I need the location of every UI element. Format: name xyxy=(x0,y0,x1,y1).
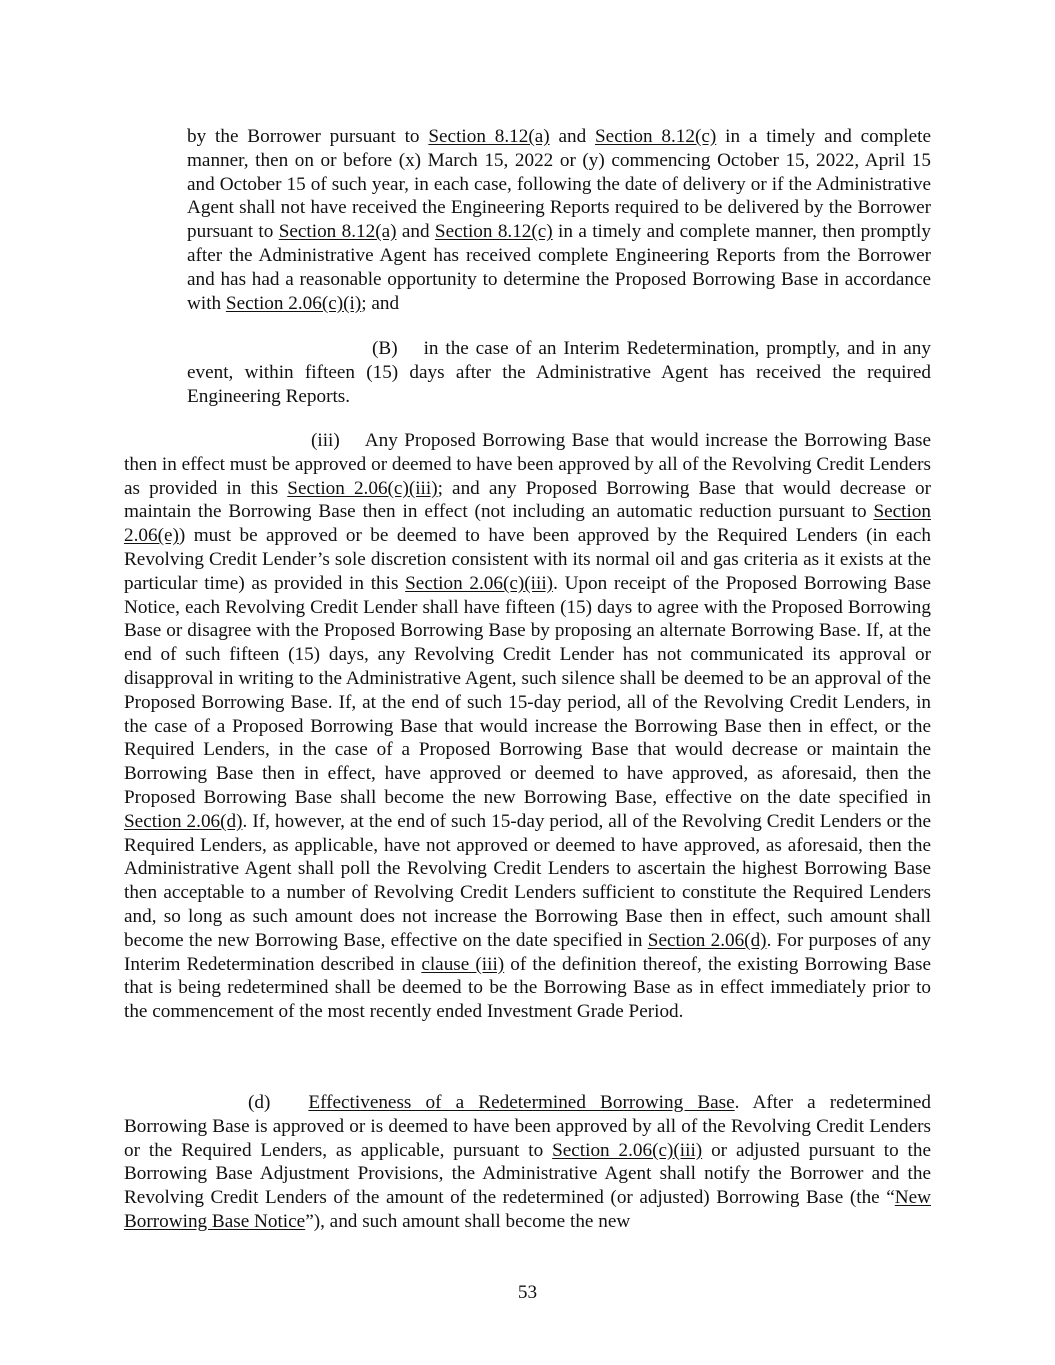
section-ref-8-12c: Section 8.12(c) xyxy=(434,221,553,243)
section-ref-2-06ciii: Section 2.06(c)(iii) xyxy=(287,477,438,499)
text-run: and xyxy=(396,221,435,243)
paragraph-d xyxy=(124,1091,931,1234)
paragraph-b xyxy=(187,337,931,408)
section-ref-2-06ci: Section 2.06(c)(i) xyxy=(225,292,362,314)
text-run: ; and any Proposed Borrowing Base that would decrease or maintain the Borrowing Base then in effect (not including an automatic reduction pursuant to xyxy=(124,477,931,523)
text-run: in the case of an Interim Redetermination, promptly, and in any event, within fifteen (15) days after the Administrative Agent has received the required Engineering Reports. xyxy=(187,338,931,407)
text-run: in a timely and complete manner, then promptly after the Administrative Agent has received complete Engineering Reports from the Borrower and has had a reasonable opportunity to determine the Proposed Borrowing Base in accordance with xyxy=(187,221,931,314)
text-run: in a timely and complete manner, then on or before (x) March 15, 2022 or (y) commencing October 15, 2022, April 15 and October 15 of such year, in each case, following the date of delivery or if the Administrative Agent shall not have received the Engineering Reports required to be delivered by the Borrower pursuant to xyxy=(187,126,931,243)
text-run: Any Proposed Borrowing Base that would increase the Borrowing Base then in effect must be approved or deemed to have been approved by all of the Revolving Credit Lenders as provided in this xyxy=(124,430,931,499)
text-run: of the definition thereof, the existing Borrowing Base that is being redetermined shall be deemed to be the Borrowing Base as in effect immediately prior to the commencement of the most recently ended Investment Grade Period. xyxy=(124,953,932,1023)
section-ref-2-06d: Section 2.06(d) xyxy=(124,810,243,832)
section-ref-2-06ciii: Section 2.06(c)(iii) xyxy=(552,1139,703,1161)
section-ref-2-06ciii: Section 2.06(c)(iii) xyxy=(405,572,554,594)
paragraph-iii xyxy=(124,429,931,1024)
text-run: ) must be approved or be deemed to have been approved by the Required Lenders (in each Revolving Credit Lender’s sole discretion consistent with its normal oil and gas criteria as it exists at the particular time) as provided in this xyxy=(124,525,931,594)
section-ref-8-12c: Section 8.12(c) xyxy=(595,126,717,147)
text-run: or adjusted pursuant to the Borrowing Base Adjustment Provisions, the Administrative Agent shall notify the Borrower and the Revolving Credit Lenders of the amount of the redetermined (or adjusted) Borrowing Base (the “ xyxy=(124,1139,932,1209)
text-run: . If, however, at the end of such 15-day period, all of the Revolving Credit Lenders or the Required Lenders, as applicable, have not approved or deemed to have approved, as aforesaid, then the Administrative Agent shall poll the Revolving Credit Lenders to ascertain the highest Borrowing Base then acceptable to a number of Revolving Credit Lenders sufficient to constitute the Required Lenders and, so long as such amount does not increase the Borrowing Base then in effect, such amount shall become the new Borrowing Base, effective on the date specified in xyxy=(124,810,931,951)
text-run: by the Borrower pursuant to xyxy=(187,126,429,147)
text-run: . After a redetermined Borrowing Base is approved or is deemed to have been approved by all of the Revolving Credit Lenders or the Required Lenders, as applicable, pursuant to xyxy=(124,1092,932,1161)
text-run: . Upon receipt of the Proposed Borrowing Base Notice, each Revolving Credit Lender shall have fifteen (15) days to agree with the Proposed Borrowing Base or disagree with the Proposed Borrowing Base by proposing an alternate Borrowing Base. If, at the end of such fifteen (15) days, any Revolving Credit Lender has not communicated its approval or disapproval in writing to the Administrative Agent, such silence shall be deemed to be an approval of the Proposed Borrowing Base. If, at the end of such 15-day period, all of the Revolving Credit Lenders, in the case of a Proposed Borrowing Base that would increase the Borrowing Base then in effect, or the Required Lenders, in the case of a Proposed Borrowing Base that would decrease or maintain the Borrowing Base then in effect, have approved or deemed to have approved, as aforesaid, then the Proposed Borrowing Base shall become the new Borrowing Base, effective on the date specified in xyxy=(124,572,931,808)
page-number: 53 xyxy=(517,1282,538,1303)
text-run: ”), and such amount shall become the new xyxy=(305,1210,631,1232)
defined-term: New Borrowing Base Notice xyxy=(124,1187,931,1232)
clause-ref-iii: clause (iii) xyxy=(421,953,505,975)
text-run: . For purposes of any Interim Redetermination described in xyxy=(124,929,931,975)
text-run: and xyxy=(549,126,596,147)
clause-marker: (d) xyxy=(248,1092,271,1113)
section-ref-8-12a: Section 8.12(a) xyxy=(428,126,550,147)
text-run: ; and xyxy=(361,292,400,314)
section-heading: Effectiveness of a Redetermined Borrowing Base xyxy=(308,1092,735,1113)
paragraph-continuation xyxy=(187,125,931,315)
clause-marker: (B) xyxy=(372,338,398,359)
section-ref-2-06d: Section 2.06(d) xyxy=(647,929,767,951)
clause-marker: (iii) xyxy=(311,430,340,451)
section-ref-2-06e: Section 2.06(e) xyxy=(124,501,931,547)
section-ref-8-12a: Section 8.12(a) xyxy=(278,221,397,243)
